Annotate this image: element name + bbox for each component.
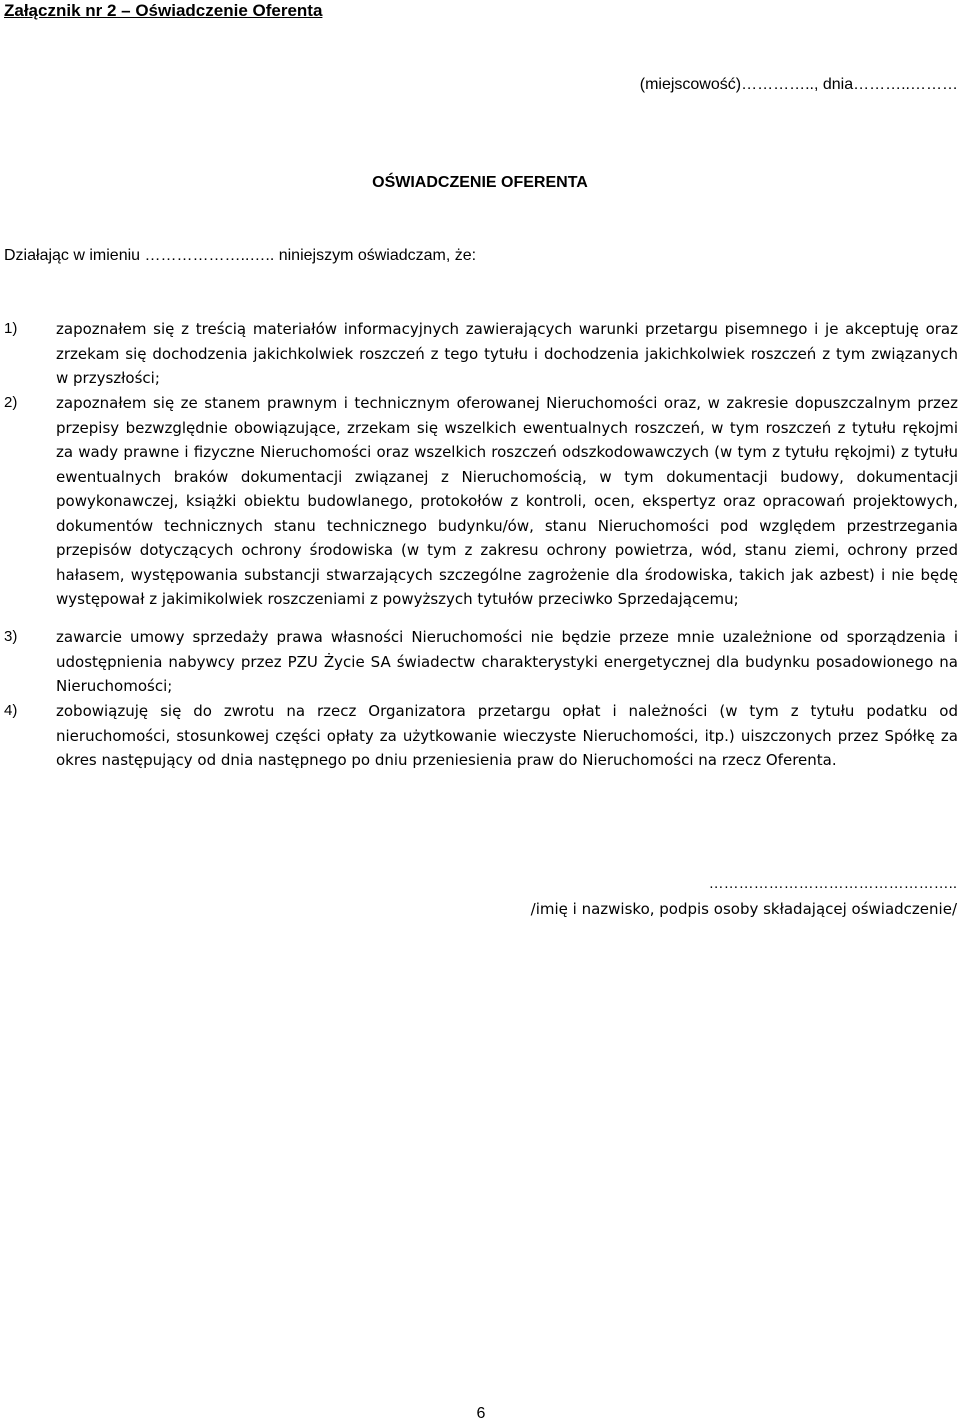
signature-caption: /imię i nazwisko, podpis osoby składającej oświadczenie/ — [530, 900, 957, 918]
signature-line: ………………………………………….. — [708, 875, 957, 892]
list-number: 3) — [4, 628, 18, 645]
annex-title: Załącznik nr 2 – Oświadczenie Oferenta — [4, 1, 323, 20]
place-date-line: (miejscowość)………….., dnia………..……… — [639, 76, 958, 93]
acting-on-behalf-line: Działając w imieniu ………………..….. niniejszym oświadczam, że: — [4, 247, 477, 264]
list-number: 4) — [4, 702, 18, 719]
list-item-text: zapoznałem się ze stanem prawnym i technicznym oferowanej Nieruchomości oraz, w zakresie dopuszczalnym przez przepisy bezwzględnie obowiązujące, zrzekam się wszelkich ewentualnych roszczeń, w tym roszczeń z tytułu rękojmi za wady prawne i fizyczne Nieruchomości oraz wszelkich roszczeń odszkodowawczych (w tym z tytułu rękojmi) z tytułu ewentualnych braków dokumentacji związanej z Nieruchomością, w tym dokumentacji budowy, dokumentacji powykonawczej, książki obiektu budowlanego, protokołów z kontroli, ocen, ekspertyz oraz opracowań projektowych, dokumentów technicznych stanu technicznego budynku/ów, stanu Nieruchomości pod względem przestrzegania przepisów dotyczących ochrony środowiska (w tym z zakresu ochrony powietrza, wód, stanu ziemi, ochrony przed hałasem, występowania substancji stwarzających szczególne zagrożenie dla środowiska, takich jak azbest) i nie będę występował z jakimikolwiek roszczeniami z powyższych tytułów przeciwko Sprzedającemu; — [56, 394, 958, 608]
page-number: 6 — [476, 1405, 486, 1422]
list-item-text: zobowiązuję się do zwrotu na rzecz Organizatora przetargu opłat i należności (w tym z tytułu podatku od nieruchomości, stosunkowej części opłaty za użytkowanie wieczyste Nieruchomości, itp.) uiszczonych przez Spółkę za okres następujący od dnia następnego po dniu przeniesienia praw do Nieruchomości na rzecz Oferenta. — [56, 702, 958, 769]
list-item-text: zawarcie umowy sprzedaży prawa własności Nieruchomości nie będzie przeze mnie uzależnione od sporządzenia i udostępnienia nabywcy przez PZU Życie SA świadectw charakterystyki energetycznej dla budynku posadowionego na Nieruchomości; — [56, 628, 958, 695]
document-heading: OŚWIADCZENIE OFERENTA — [372, 174, 588, 191]
list-number: 2) — [4, 394, 18, 411]
list-item-text: zapoznałem się z treścią materiałów informacyjnych zawierających warunki przetargu pisemnego i je akceptuję oraz zrzekam się dochodzenia jakichkolwiek roszczeń z tego tytułu i dochodzenia jakichkolwiek roszczeń z tym związanych w przyszłości; — [56, 320, 958, 387]
list-number: 1) — [4, 320, 18, 337]
